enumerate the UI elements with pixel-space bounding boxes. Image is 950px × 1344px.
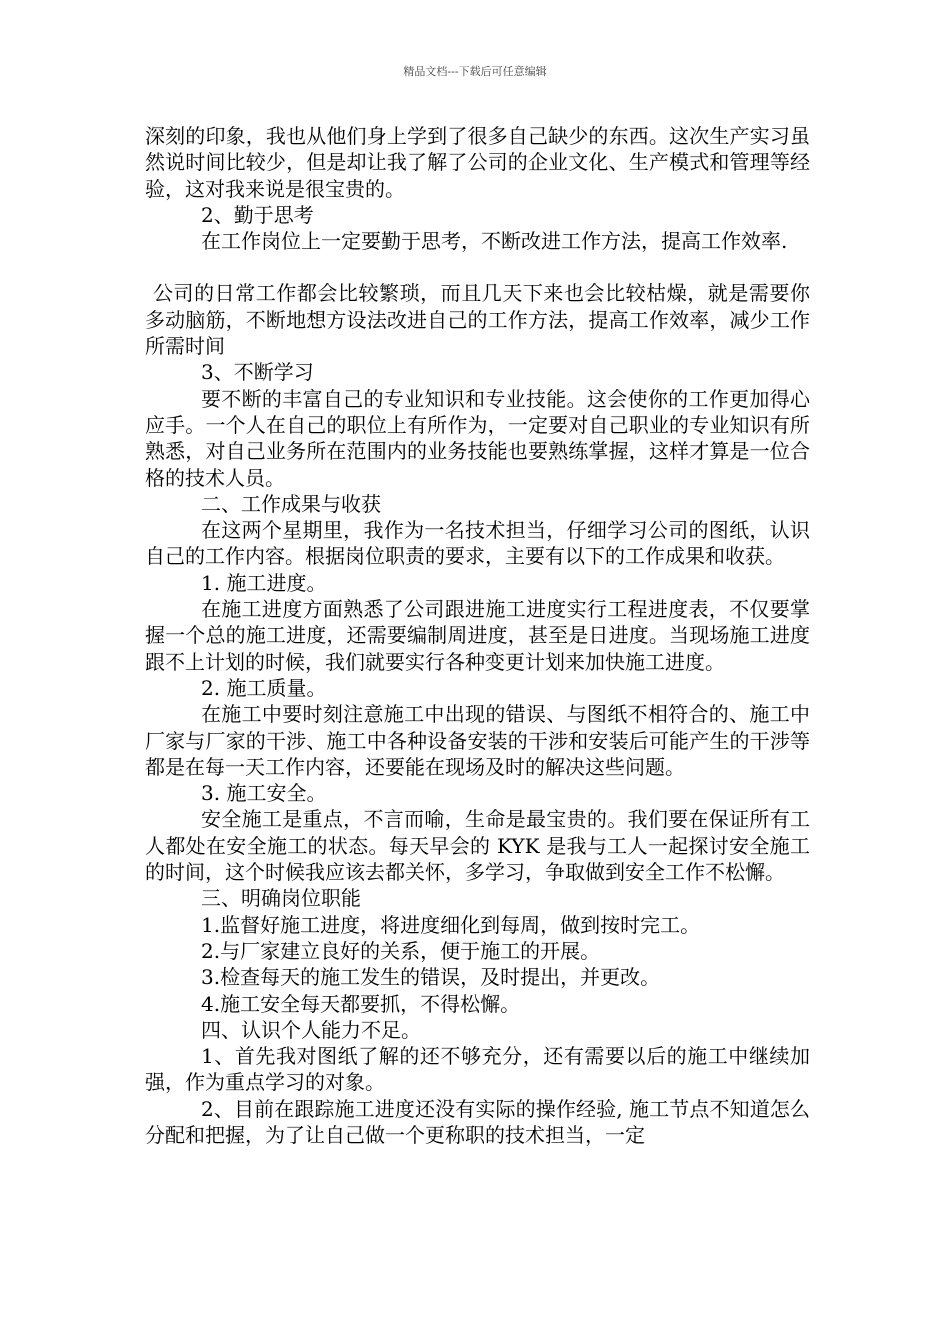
subsection-heading: 3. 施工安全。 <box>201 781 327 806</box>
section-heading: 四、认识个人能力不足。 <box>201 1017 421 1042</box>
paragraph: 在施工进度方面熟悉了公司跟进施工进度实行工程进度表，不仅要掌握一个总的施工进度，还需要编制周进度，甚至是日进度。当现场施工进度跟不上计划的时候，我们就要实行各种变更计划来加快施工进度。 <box>145 597 810 674</box>
section-heading: 三、明确岗位职能 <box>201 886 361 911</box>
paragraph: 深刻的印象，我也从他们身上学到了很多自己缺少的东西。这次生产实习虽然说时间比较少，但是却让我了解了公司的企业文化、生产模式和管理等经验，这对我来说是很宝贵的。 <box>145 124 810 201</box>
section-heading: 3、不断学习 <box>201 360 314 385</box>
paragraph: 2、目前在跟踪施工进度还没有实际的操作经验, 施工节点不知道怎么分配和把握，为了让自己做一个更称职的技术担当，一定 <box>145 1096 810 1147</box>
list-item: 1.监督好施工进度，将进度细化到每周，做到按时完工。 <box>201 912 701 937</box>
document-body <box>145 123 810 1148</box>
paragraph: 1、首先我对图纸了解的还不够充分，还有需要以后的施工中继续加强，作为重点学习的对象。 <box>145 1044 810 1095</box>
paragraph: 安全施工是重点，不言而喻，生命是最宝贵的。我们要在保证所有工人都处在安全施工的状态。每天早会的 KYK 是我与工人一起探讨安全施工的时间，这个时候我应该去都关怀，多学习，争取做到安全工作不松懈。 <box>145 807 810 885</box>
paragraph: 在这两个星期里，我作为一名技术担当，仔细学习公司的图纸，认识自己的工作内容。根据岗位职责的要求，主要有以下的工作成果和收获。 <box>145 518 810 569</box>
list-item: 3.检查每天的施工发生的错误，及时提出，并更改。 <box>201 965 661 990</box>
paragraph: 在工作岗位上一定要勤于思考，不断改进工作方法，提高工作效率. <box>201 229 788 254</box>
subsection-heading: 1. 施工进度。 <box>201 570 327 595</box>
section-heading: 二、工作成果与收获 <box>201 491 381 516</box>
subsection-heading: 2. 施工质量。 <box>201 675 327 700</box>
paragraph: 公司的日常工作都会比较繁琐，而且几天下来也会比较枯燥，就是需要你多动脑筋，不断地想方设法改进自己的工作方法，提高工作效率，减少工作所需时间 <box>145 281 810 359</box>
section-heading: 2、勤于思考 <box>201 202 314 227</box>
paragraph: 要不断的丰富自己的专业知识和专业技能。这会使你的工作更加得心应手。一个人在自己的职位上有所作为，一定要对自己职业的专业知识有所熟悉，对自己业务所在范围内的业务技能也要熟练掌握，这样才算是一位合格的技术人员。 <box>145 386 810 490</box>
paragraph: 在施工中要时刻注意施工中出现的错误、与图纸不相符合的、施工中厂家与厂家的干涉、施工中各种设备安装的干涉和安装后可能产生的干涉等都是在每一天工作内容，还要能在现场及时的解决这些问题。 <box>145 702 810 779</box>
page-header: 精品文档---下载后可任意编辑 <box>403 65 547 78</box>
list-item: 4.施工安全每天都要抓，不得松懈。 <box>201 991 521 1016</box>
blank-line <box>145 254 810 280</box>
list-item: 2.与厂家建立良好的关系，便于施工的开展。 <box>201 938 601 963</box>
